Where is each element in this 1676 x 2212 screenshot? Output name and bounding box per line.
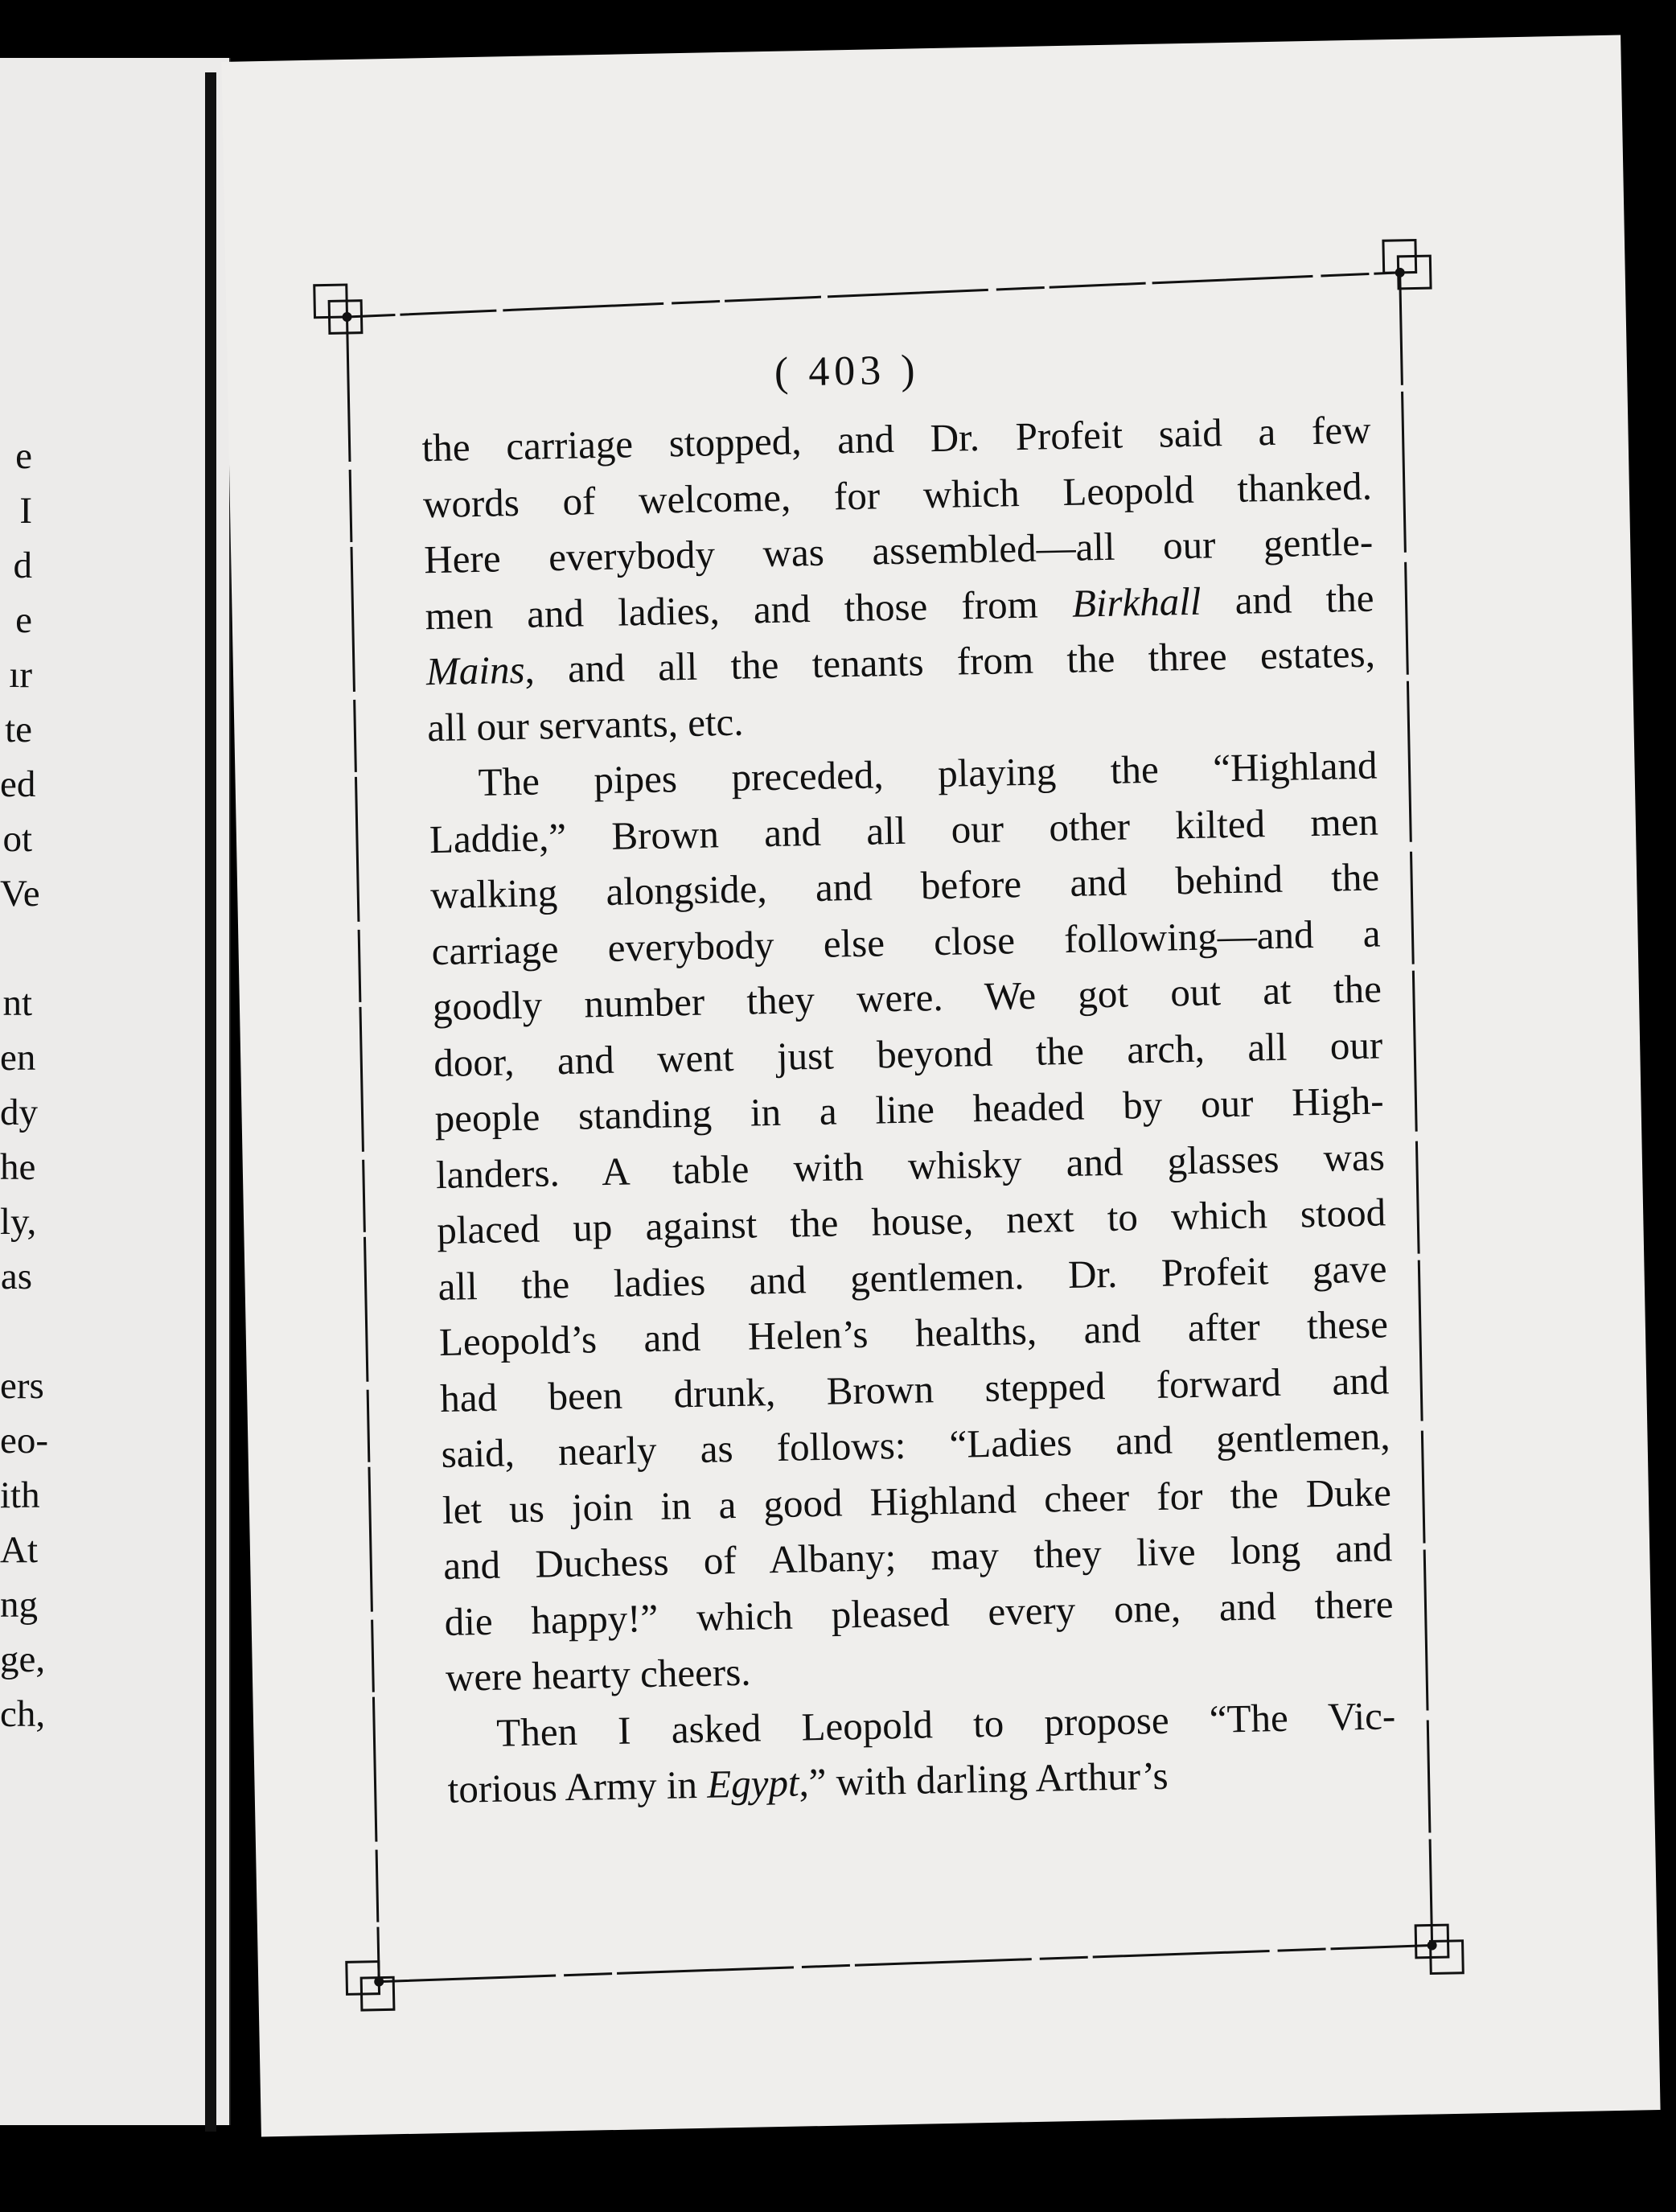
text-run: all the ladies and gentlemen. Dr. Profeit gave	[437, 1245, 1387, 1309]
text-run: ,” with darling Arthur’s	[798, 1753, 1169, 1805]
facing-page-fragment: e	[15, 599, 32, 641]
facing-page-fragment: he	[0, 1146, 36, 1188]
facing-page-fragment: ch,	[0, 1693, 46, 1735]
facing-page-fragment: At	[0, 1529, 38, 1571]
text-run: were hearty cheers.	[445, 1649, 751, 1700]
text-run: landers. A table with whisky and glasses was	[435, 1133, 1386, 1197]
italic-text: Mains	[425, 647, 525, 694]
facing-page-fragment: nt	[2, 982, 32, 1024]
facing-page-fragment: e	[15, 435, 32, 477]
text-run: had been drunk, Brown stepped forward and	[439, 1357, 1390, 1421]
italic-text: Birkhall	[1071, 578, 1202, 626]
text-run: placed up against the house, next to which stood	[436, 1190, 1386, 1253]
text-run: die happy!” which pleased every one, and there	[444, 1581, 1394, 1644]
paragraph	[421, 402, 1377, 756]
facing-page-fragment: ith	[0, 1474, 40, 1516]
facing-page-fragment: d	[13, 545, 32, 586]
text-run: Here everybody was assembled—all our gentle-	[423, 519, 1374, 582]
facing-page-fragment: eo-	[0, 1420, 49, 1462]
facing-page-fragment: Ve	[0, 873, 40, 915]
text-run: said, nearly as follows: “Ladies and gentlemen,	[441, 1413, 1391, 1477]
paragraph	[446, 1688, 1397, 1818]
facing-page-fragment: I	[19, 490, 32, 532]
facing-page-fragment: ers	[0, 1365, 44, 1407]
facing-page-fragment: te	[5, 709, 32, 750]
text-run: people standing in a line headed by our High-	[434, 1078, 1384, 1141]
text-run: Then I asked Leopold to propose “The Vic-	[495, 1692, 1396, 1755]
book-page	[221, 35, 1660, 2137]
facing-page-fragment: ır	[9, 654, 32, 696]
page-number: ( 403 )	[774, 347, 921, 396]
paragraph	[428, 738, 1395, 1706]
text-run: , and all the tenants from the three estates,	[524, 631, 1376, 692]
text-run: door, and went just beyond the arch, all our	[433, 1022, 1383, 1085]
text-run: torious Army in	[447, 1762, 708, 1811]
italic-text: Egypt	[706, 1760, 800, 1807]
facing-page-fragment: ng	[0, 1584, 38, 1626]
text-run: all our servants, etc.	[426, 699, 745, 750]
facing-page-fragment: ot	[2, 818, 32, 860]
text-run: The pipes preceded, playing the “Highland	[478, 742, 1378, 804]
text-run: men and ladies, and those from	[425, 581, 1073, 638]
facing-page-fragment: ly,	[0, 1201, 37, 1243]
text-run: Laddie,” Brown and all our other kilted men	[429, 799, 1379, 861]
facing-page-fragment: ge,	[0, 1638, 46, 1680]
book-gutter	[205, 72, 216, 2132]
text-run: let us join in a good Highland cheer for the Duke	[442, 1469, 1392, 1532]
text-run: and the	[1200, 575, 1374, 623]
text-run: the carriage stopped, and Dr. Profeit said a few	[421, 407, 1371, 471]
facing-page-fragment: ed	[0, 763, 36, 805]
body-text	[421, 402, 1397, 1818]
facing-page-fragment: en	[0, 1037, 36, 1079]
text-run: words of welcome, for which Leopold thanked.	[422, 463, 1373, 526]
facing-page-fragment: as	[0, 1256, 32, 1297]
text-run: and Duchess of Albany; may they live long and	[442, 1525, 1393, 1588]
text-run: carriage everybody else close following—and a	[431, 910, 1381, 973]
text-run: Leopold’s and Helen’s healths, and after these	[438, 1301, 1389, 1365]
text-run: walking alongside, and before and behind the	[429, 854, 1380, 918]
text-run: goodly number they were. We got out at the	[432, 966, 1382, 1030]
facing-page-fragment: dy	[0, 1092, 38, 1133]
